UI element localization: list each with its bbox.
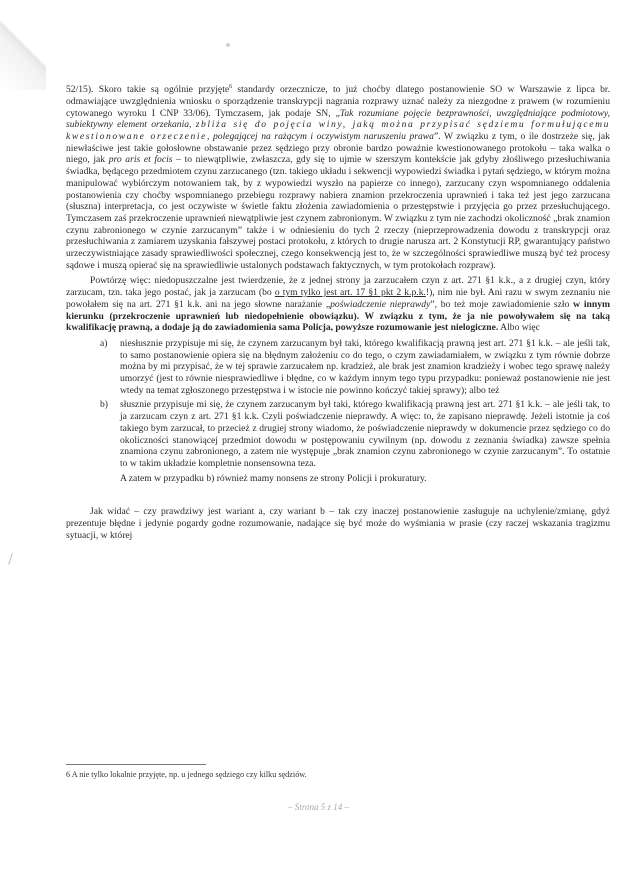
body-text (66, 82, 610, 542)
list-label: b) (100, 399, 108, 411)
list-text: słusznie przypisuje mi się, że czynem zarzucanym był taki, którego kwalifikacją prawną jest art. 271 §1 k.k. – ale jeśli tak, to ja zarzucam czyn z art. 271 §1 k.k. Czyli poświadczenie nieprawdy. A więc: to, że zapisano nieprawdę. Jeżeli istotnie ja coś takiego bym zarzucał, to przecież z drugiej strony wiadomo, że poświadczenie nieprawdy w dokumencie przez sędziego co do okoliczności stanowiącej przedmiot dowodu w postępowaniu cywilnym (np. dowodu z zeznania świadka) zawsze spełnia znamiona czynu zabronionego, a zatem nie występuje „brak znamion czynu zabronionego w czynie zarzucanym”. To ostatnie to w takim układzie kompletnie nonsensowna teza. (120, 399, 610, 469)
text-run: !), nim nie był. Ani razu w swym zeznaniu nie powołałem się na art. 271 §1 k.k. ani na jego słowne narażanie „ (66, 287, 610, 310)
quote-italic: poświadczenie nieprawdy (330, 298, 431, 310)
text-run: – to niewątpliwie, zwłaszcza, gdy się to ujmie w szerszym kontekście jak gdyby złośliwego przesłuchiwania świadka, będącego przedmiotem czynu zarzucanego (tzn. takiego układu i sekwencji wypowiedzi świadka i pytań sędziego, w którym można manipulować wybiórczym notowaniem tak, by z wypowiedzi wyszło na papierze co innego), zarzucany czyn wspomnianego oddalenia postanowienia czy choćby wspomnianego przebiegu rozprawy nabiera znamion przekroczenia uprawnień i taka też jest jego zarzucana (słuszna) interpretacja, co jest oczywiste w świetle faktu złożenia zawiadomienia o przestępstwie i przyjęcia go przez przesłuchującego. Tymczasem zaś przekroczenie uprawnień niewątpliwie jest czynem zabronionym. W związku z tym nie zachodzi okoliczność „brak znamion czynu zabronionego w czynie zarzucanym” także i w odniesieniu do tych 2 rzeczy (nieprzeprowadzenia dowodu z transkrypcji oraz przesłuchiwania z zamiarem uzyskania fałszywej postaci protokołu, z których to drugie narusza art. 2 Konstytucji RP, gwarantujący państwo urzeczywistniające zasady sprawiedliwości społecznej, czego konsekwencją jest to, że w szczególności sprawiedliwe muszą być też procesy sądowe i muszą opierać się na sprawiedliwie ustalonych podstawach faktycznych, w tym protokołach rozpraw). (66, 154, 610, 271)
list-item-a (66, 338, 610, 397)
paragraph-2 (66, 275, 610, 334)
text-run: Powtórzę więc: niedopuszczalne jest twierdzenie, że z jednej strony ja zarzucałem czyn z art. 271 §1 k.k., a z drugiej czyn, który zarzucam, tzn. taka jego postać, jak ja zarzucam (bo (66, 275, 610, 299)
paragraph-final: Jak widać – czy prawdziwy jest wariant a, czy wariant b – tak czy inaczej postanowienie zasługuje na uchylenie/zmianę, gdyż prezentuje błędne i jedynie pogardy godne rozumowanie, nadające się być może do wyśmiania w prasie (czy raczej wskazania tragizmu sytuacji, w której (66, 506, 610, 541)
quote-italic: Tak rozumiane pojęcie bezprawności, uwzględniające podmiotowy, subiektywny element orzekania, (66, 107, 610, 131)
page-number: – Strona 5 z 14 – (288, 802, 349, 812)
underlined-citation: o tym tylko jest art. 17 §1 pkt 2 k.p.k. (274, 287, 426, 299)
text-run: standardy orzecznicze, to już choćby dlatego postanowienie SO w Warszawie z lipca br. odmawiające uwzględnienia wniosku o sporządzenie transkrypcji nagrania rozprawy uznać należy za niezgodne z prawem (w rozumieniu cytowanego wyroku I CNP 33/06). Tymczasem, jak podaje SN, „ (66, 84, 610, 119)
list-text: niesłusznie przypisuje mi się, że czynem zarzucanym był taki, którego kwalifikacją prawną jest art. 271 §1 k.k. – ale jeśli tak, to samo postanowienie opiera się na błędnym założeniu co do tego, o czym zawiadamiałem, w związku z tym równie dobrze można by mi przypisać, że w tej sprawie zarzucałem np. kradzież, ale brak jest znamion kradzieży i wobec tego sprawę należy umorzyć (jest to równie niesprawiedliwe i błędne, co w każdym innym tego typu przypadku: ponieważ postanowienie nie jest wtedy na temat zgłoszonego przestępstwa i w istocie nie powinno kończyć takiej sprawy); albo też (120, 337, 610, 396)
footnote-ref: 6 (229, 84, 233, 90)
list-label: a) (100, 337, 108, 349)
text-run: 52/15). Skoro takie są ogólnie przyjęte (66, 84, 230, 96)
latin-phrase: pro aris et focis (108, 154, 173, 166)
scan-dust-mark (226, 43, 230, 47)
bold-text: w innym kierunku (przekroczenie uprawnień lub niedopełnienie obowiązku). W związku z tym, że ja nie powoływałem się na taką kwalifikację prawną, a dodaje ją do zawiadomienia sama Policja, powyższe rozumowanie jest nielogiczne. (66, 298, 611, 334)
margin-pen-mark (8, 553, 13, 565)
text-run: ”. W związku z tym, o ile dostrzeże się, jak niewłaściwe jest takie gołosłowne obstawanie przez sędziego przy obronie bardzo poważnie kwestionowanego protokołu – taka walka o niego, jak (66, 131, 610, 166)
text-run: ”, bo też moje zawiadomienie szło (430, 298, 574, 310)
alternatives-list (66, 338, 610, 470)
text-run: Albo więc (498, 322, 540, 334)
conclusion-line: A zatem w przypadku b) również mamy nonsens ze strony Policji i prokuratury. (120, 472, 427, 484)
page-corner-fold (0, 0, 46, 90)
quote-spaced: zbliża się do pojęcia winy, jaką można przypisać sędziemu formułującemu kwestionowane orzeczenie (66, 119, 610, 142)
footnote: 6 A nie tylko lokalnie przyjęte, np. u jednego sędziego czy kilku sędziów. (66, 770, 307, 779)
list-item-b (66, 399, 610, 469)
paragraph-1 (66, 82, 610, 271)
quote-italic: , polegającej na rażącym i oczywistym naruszeniu prawa (207, 131, 434, 142)
footnote-separator (66, 764, 206, 765)
